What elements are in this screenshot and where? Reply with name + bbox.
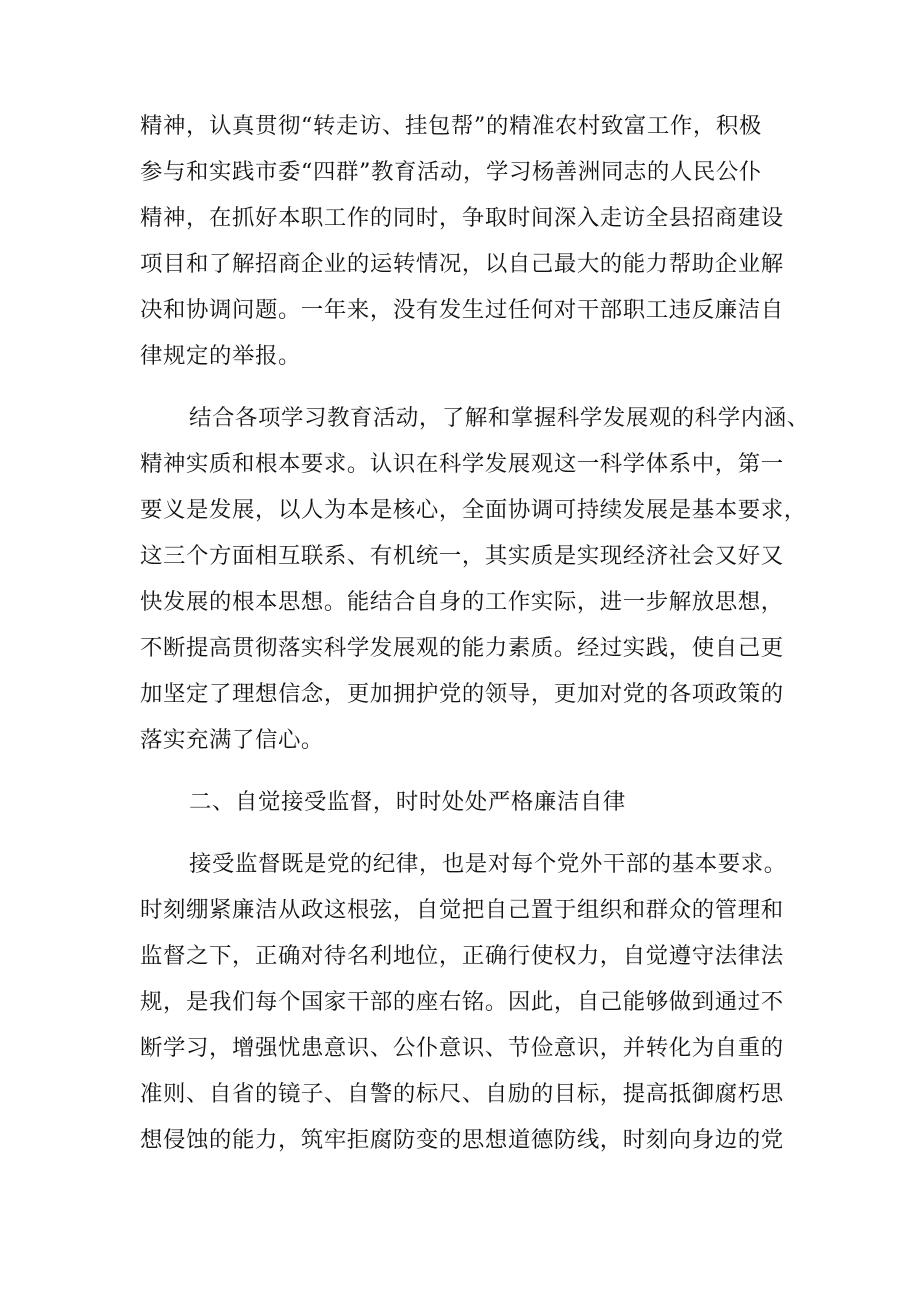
paragraph-3-line-2: 时刻绷紧廉洁从政这根弦，自觉把自己置于组织和群众的管理和 <box>140 897 784 923</box>
paragraph-2-line-1: 结合各项学习教育活动，了解和掌握科学发展观的科学内涵、 <box>189 405 810 431</box>
paragraph-3-line-5: 断学习，增强忧患意识、公仆意识、节俭意识，并转化为自重的 <box>140 1035 784 1061</box>
section-heading: 二、自觉接受监督，时时处处严格廉洁自律 <box>189 789 626 815</box>
paragraph-3-line-6: 准则、自省的镜子、自警的标尺、自励的目标，提高抵御腐朽思 <box>140 1081 784 1107</box>
paragraph-1-line-3: 精神，在抓好本职工作的同时，争取时间深入走访全县招商建设 <box>140 205 784 231</box>
paragraph-3-line-1: 接受监督既是党的纪律，也是对每个党外干部的基本要求。 <box>189 851 787 877</box>
paragraph-1-line-6: 律规定的举报。 <box>140 343 301 369</box>
paragraph-2-line-6: 不断提高贯彻落实科学发展观的能力素质。经过实践，使自己更 <box>140 635 784 661</box>
paragraph-1-line-1: 精神，认真贯彻“转走访、挂包帮”的精准农村致富工作，积极 <box>140 113 762 139</box>
paragraph-1-line-5: 决和协调问题。一年来，没有发生过任何对干部职工违反廉洁自 <box>140 297 784 323</box>
paragraph-2-line-7: 加坚定了理想信念，更加拥护党的领导，更加对党的各项政策的 <box>140 681 784 707</box>
paragraph-2-line-3: 要义是发展，以人为本是核心，全面协调可持续发展是基本要求， <box>140 497 807 523</box>
paragraph-3-line-3: 监督之下，正确对待名利地位，正确行使权力，自觉遵守法律法 <box>140 943 784 969</box>
paragraph-1-line-4: 项目和了解招商企业的运转情况，以自己最大的能力帮助企业解 <box>140 251 784 277</box>
paragraph-2-line-2: 精神实质和根本要求。认识在科学发展观这一科学体系中，第一 <box>140 451 784 477</box>
paragraph-3-line-4: 规，是我们每个国家干部的座右铭。因此，自己能够做到通过不 <box>140 989 784 1015</box>
paragraph-2-line-8: 落实充满了信心。 <box>140 727 324 753</box>
paragraph-2-line-4: 这三个方面相互联系、有机统一，其实质是实现经济社会又好又 <box>140 543 784 569</box>
paragraph-2-line-5: 快发展的根本思想。能结合自身的工作实际，进一步解放思想， <box>140 589 784 615</box>
paragraph-1-line-2: 参与和实践市委“四群”教育活动，学习杨善洲同志的人民公仆 <box>140 159 762 185</box>
paragraph-3-line-7: 想侵蚀的能力，筑牢拒腐防变的思想道德防线，时刻向身边的党 <box>140 1127 784 1153</box>
